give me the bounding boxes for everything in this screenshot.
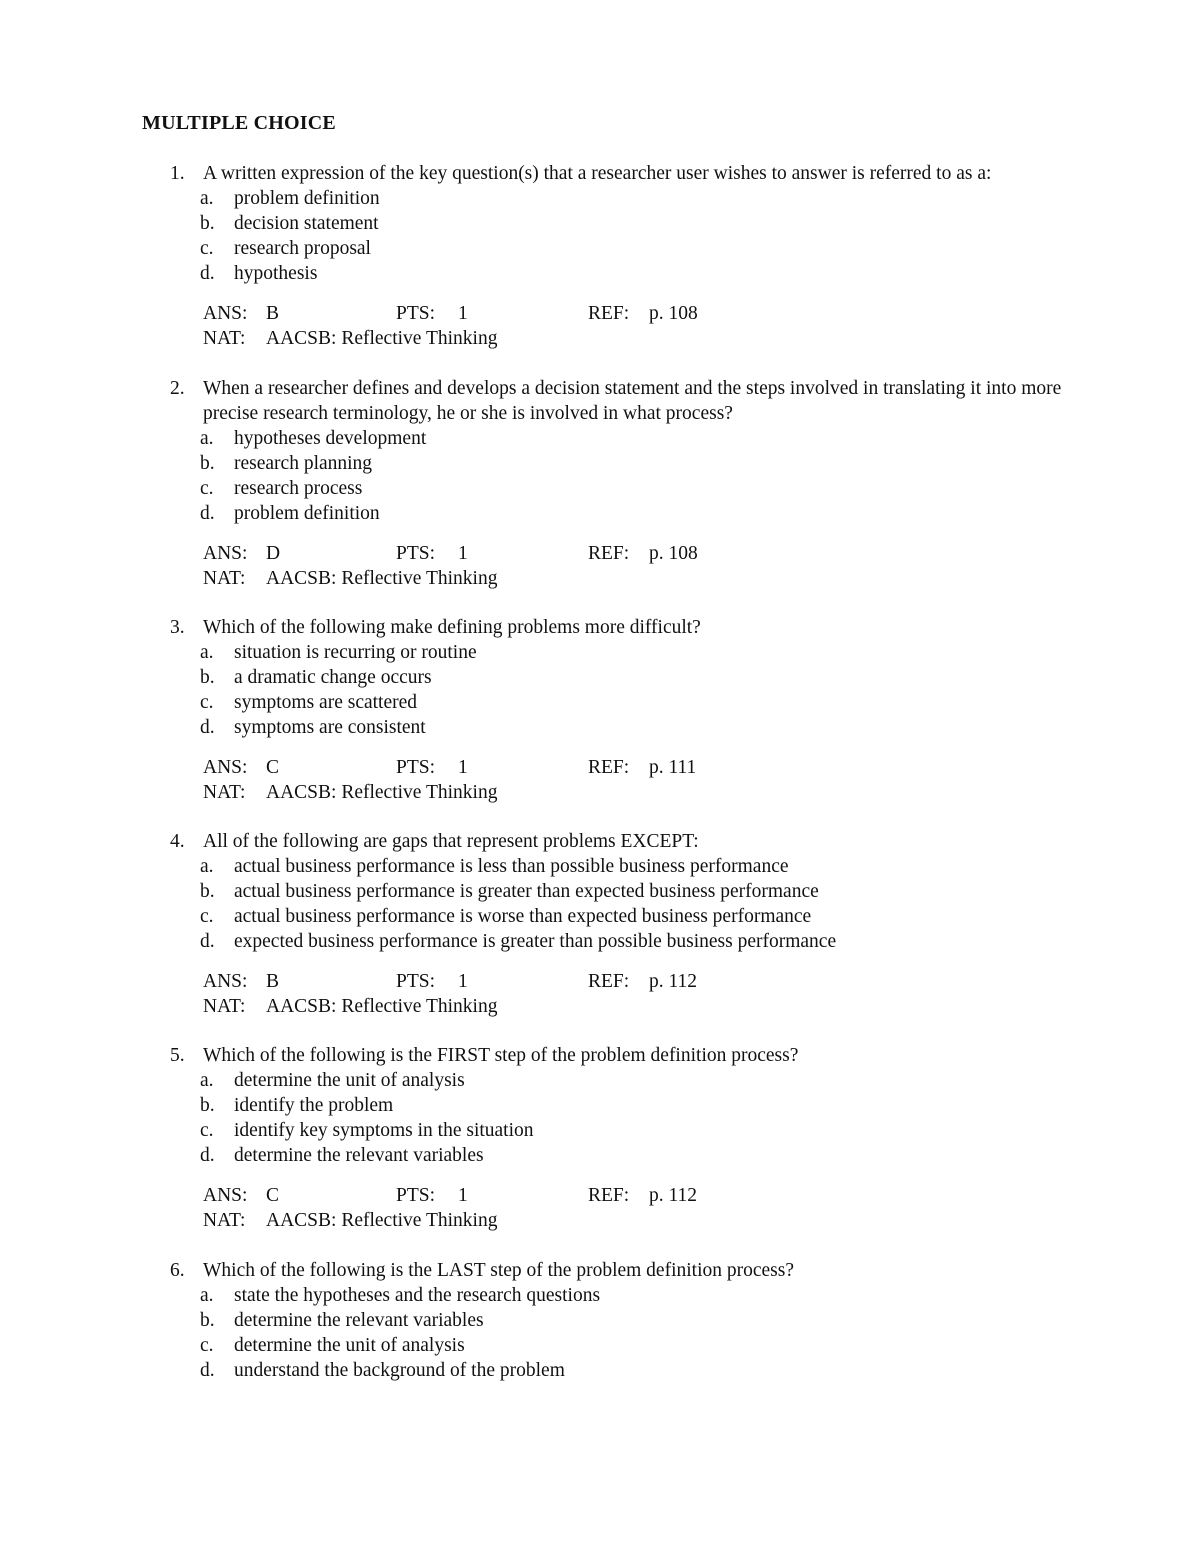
question-text: Which of the following is the LAST step of the problem definition process?	[203, 1260, 795, 1281]
question-number: 5.	[170, 1045, 185, 1066]
option-c	[0, 1118, 1200, 1143]
answer-row	[0, 1183, 1200, 1208]
ans-value: C	[266, 1185, 280, 1206]
option-d	[0, 715, 1200, 740]
ref-label: REF:	[588, 1185, 630, 1206]
ref-value: p. 108	[649, 543, 698, 564]
ans-value: C	[266, 757, 280, 778]
option-text: research proposal	[234, 238, 371, 259]
ans-value: B	[266, 971, 280, 992]
option-a	[0, 426, 1200, 451]
option-letter: a.	[200, 856, 214, 877]
ans-value: D	[266, 543, 281, 564]
nat-label: NAT:	[203, 996, 246, 1017]
option-d	[0, 1143, 1200, 1168]
question-text: Which of the following is the FIRST step of the problem definition process?	[203, 1045, 799, 1066]
option-b	[0, 1093, 1200, 1118]
option-b	[0, 665, 1200, 690]
option-letter: b.	[200, 1095, 215, 1116]
option-a	[0, 186, 1200, 211]
option-text: actual business performance is less than possible business performance	[234, 856, 789, 877]
answer-row	[0, 755, 1200, 780]
option-letter: a.	[200, 188, 214, 209]
question-1	[0, 161, 1200, 351]
option-a	[0, 854, 1200, 879]
option-d	[0, 929, 1200, 954]
answer-row	[0, 301, 1200, 326]
question-text: When a researcher defines and develops a decision statement and the steps involved in translating it into more precise research terminology, he or she is involved in what process?	[203, 378, 1062, 424]
option-c	[0, 476, 1200, 501]
pts-label: PTS:	[396, 757, 436, 778]
question-number: 2.	[170, 378, 185, 399]
nat-row	[0, 994, 1200, 1019]
section-heading: MULTIPLE CHOICE	[142, 112, 336, 134]
option-letter: d.	[200, 503, 215, 524]
option-b	[0, 879, 1200, 904]
pts-value: 1	[458, 1185, 468, 1206]
option-text: hypothesis	[234, 263, 318, 284]
option-d	[0, 501, 1200, 526]
nat-label: NAT:	[203, 328, 246, 349]
option-d	[0, 1358, 1200, 1383]
option-a	[0, 1283, 1200, 1308]
nat-row	[0, 1208, 1200, 1233]
option-a	[0, 1068, 1200, 1093]
pts-label: PTS:	[396, 303, 436, 324]
ref-label: REF:	[588, 543, 630, 564]
question-4	[0, 829, 1200, 1019]
pts-value: 1	[458, 757, 468, 778]
pts-label: PTS:	[396, 971, 436, 992]
ans-label: ANS:	[203, 757, 248, 778]
option-text: identify the problem	[234, 1095, 394, 1116]
option-letter: a.	[200, 1070, 214, 1091]
question-number: 4.	[170, 831, 185, 852]
ref-value: p. 112	[649, 971, 698, 992]
option-text: identify key symptoms in the situation	[234, 1120, 534, 1141]
option-letter: d.	[200, 1360, 215, 1381]
option-c	[0, 236, 1200, 261]
ref-value: p. 112	[649, 1185, 698, 1206]
option-a	[0, 640, 1200, 665]
option-text: actual business performance is worse than expected business performance	[234, 906, 812, 927]
question-text: Which of the following make defining problems more difficult?	[203, 617, 701, 638]
option-text: determine the relevant variables	[234, 1310, 484, 1331]
question-2	[0, 376, 1200, 591]
option-text: determine the relevant variables	[234, 1145, 484, 1166]
option-letter: b.	[200, 1310, 215, 1331]
option-text: determine the unit of analysis	[234, 1335, 465, 1356]
option-b	[0, 211, 1200, 236]
nat-value: AACSB: Reflective Thinking	[266, 328, 498, 349]
option-letter: b.	[200, 881, 215, 902]
option-letter: b.	[200, 667, 215, 688]
option-text: decision statement	[234, 213, 379, 234]
option-letter: b.	[200, 213, 215, 234]
ref-label: REF:	[588, 303, 630, 324]
nat-value: AACSB: Reflective Thinking	[266, 1210, 498, 1231]
option-letter: c.	[200, 1335, 214, 1356]
option-c	[0, 690, 1200, 715]
option-text: hypotheses development	[234, 428, 427, 449]
option-text: research process	[234, 478, 363, 499]
option-letter: c.	[200, 906, 214, 927]
option-text: a dramatic change occurs	[234, 667, 432, 688]
nat-row	[0, 566, 1200, 591]
ref-label: REF:	[588, 757, 630, 778]
question-text: A written expression of the key question(s) that a researcher user wishes to answer is referred to as a:	[203, 163, 992, 184]
nat-row	[0, 780, 1200, 805]
nat-value: AACSB: Reflective Thinking	[266, 782, 498, 803]
option-text: state the hypotheses and the research questions	[234, 1285, 601, 1306]
question-3	[0, 615, 1200, 805]
option-text: symptoms are scattered	[234, 692, 418, 713]
ref-label: REF:	[588, 971, 630, 992]
nat-row	[0, 326, 1200, 351]
option-letter: a.	[200, 1285, 214, 1306]
answer-row	[0, 541, 1200, 566]
option-c	[0, 904, 1200, 929]
question-5	[0, 1043, 1200, 1233]
nat-label: NAT:	[203, 782, 246, 803]
option-letter: c.	[200, 478, 214, 499]
ans-label: ANS:	[203, 303, 248, 324]
ref-value: p. 111	[649, 757, 697, 778]
option-letter: d.	[200, 931, 215, 952]
option-text: actual business performance is greater than expected business performance	[234, 881, 819, 902]
pts-label: PTS:	[396, 1185, 436, 1206]
option-text: problem definition	[234, 188, 380, 209]
option-b	[0, 451, 1200, 476]
option-text: expected business performance is greater than possible business performance	[234, 931, 837, 952]
ans-label: ANS:	[203, 971, 248, 992]
nat-value: AACSB: Reflective Thinking	[266, 568, 498, 589]
option-letter: a.	[200, 428, 214, 449]
ans-label: ANS:	[203, 543, 248, 564]
option-text: problem definition	[234, 503, 380, 524]
nat-value: AACSB: Reflective Thinking	[266, 996, 498, 1017]
option-letter: a.	[200, 642, 214, 663]
option-d	[0, 261, 1200, 286]
question-number: 3.	[170, 617, 185, 638]
ans-label: ANS:	[203, 1185, 248, 1206]
question-number: 6.	[170, 1260, 185, 1281]
option-text: research planning	[234, 453, 373, 474]
pts-value: 1	[458, 303, 468, 324]
question-6	[0, 1258, 1200, 1383]
pts-label: PTS:	[396, 543, 436, 564]
option-letter: b.	[200, 453, 215, 474]
option-text: understand the background of the problem	[234, 1360, 565, 1381]
option-b	[0, 1308, 1200, 1333]
ref-value: p. 108	[649, 303, 698, 324]
option-letter: d.	[200, 1145, 215, 1166]
pts-value: 1	[458, 971, 468, 992]
nat-label: NAT:	[203, 1210, 246, 1231]
question-text: All of the following are gaps that represent problems EXCEPT:	[203, 831, 699, 852]
option-text: situation is recurring or routine	[234, 642, 477, 663]
option-letter: d.	[200, 263, 215, 284]
question-number: 1.	[170, 163, 185, 184]
option-text: determine the unit of analysis	[234, 1070, 465, 1091]
pts-value: 1	[458, 543, 468, 564]
option-c	[0, 1333, 1200, 1358]
option-text: symptoms are consistent	[234, 717, 426, 738]
option-letter: c.	[200, 1120, 214, 1141]
option-letter: c.	[200, 692, 214, 713]
nat-label: NAT:	[203, 568, 246, 589]
option-letter: d.	[200, 717, 215, 738]
option-letter: c.	[200, 238, 214, 259]
ans-value: B	[266, 303, 280, 324]
answer-row	[0, 969, 1200, 994]
